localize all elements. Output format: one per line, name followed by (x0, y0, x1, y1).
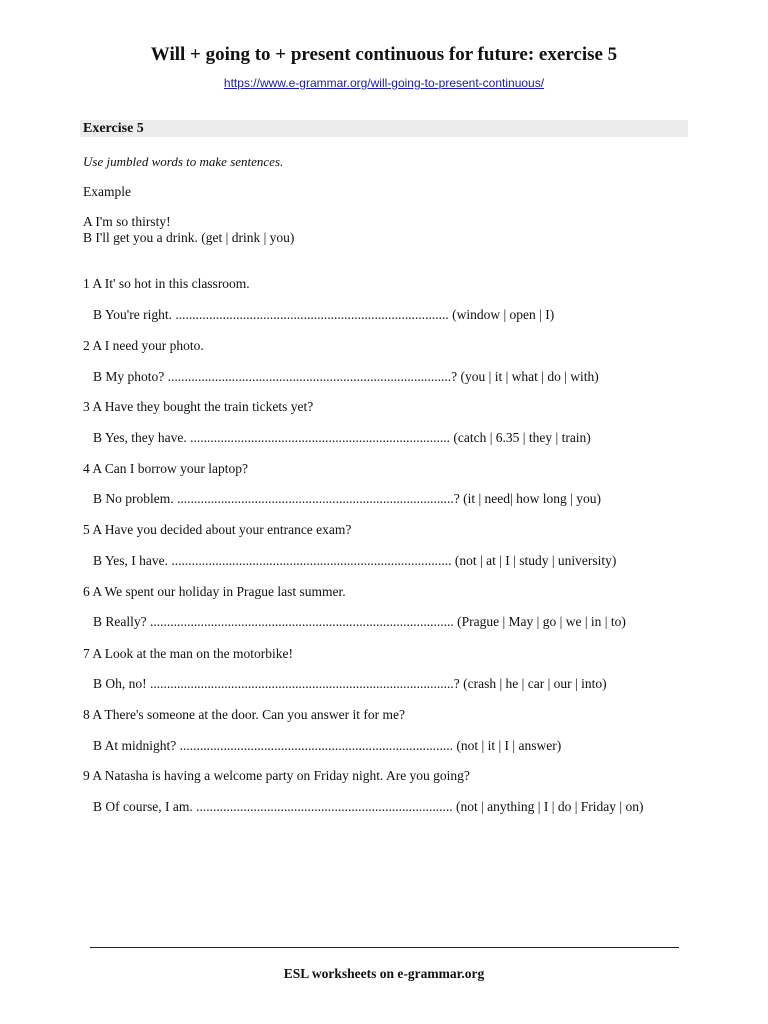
footer-divider (90, 947, 679, 948)
question-a: 6 A We spent our holiday in Prague last summer. (83, 584, 346, 599)
exercise-header: Exercise 5 (80, 120, 688, 137)
source-link[interactable]: https://www.e-grammar.org/will-going-to-present-continuous/ (223, 76, 545, 90)
answer-b: B Really? .......................................................................................... (Prague | May | go | we | in | to) (93, 614, 626, 629)
answer-b: B Oh, no! ..........................................................................................? (crash | he | car | our | into) (93, 676, 607, 691)
page-title: Will + going to + present continuous for future: exercise 5 (150, 44, 618, 65)
question-a: 5 A Have you decided about your entrance exam? (83, 522, 352, 537)
answer-b: B My photo? ....................................................................................? (you | it | what | do | with) (93, 369, 599, 384)
example-line-b: B I'll get you a drink. (get | drink | you) (83, 230, 295, 245)
question-a: 8 A There's someone at the door. Can you answer it for me? (83, 707, 405, 722)
question-a: 2 A I need your photo. (83, 338, 204, 353)
answer-b: B You're right. ................................................................................. (window | open | I) (93, 307, 555, 322)
answer-b: B Of course, I am. ............................................................................ (not | anything | I | do | Friday | on) (93, 799, 644, 814)
question-a: 7 A Look at the man on the motorbike! (83, 646, 293, 661)
example-label: Example (83, 184, 131, 199)
answer-b: B Yes, I have. ................................................................................... (not | at | I | study | university) (93, 553, 617, 568)
answer-b: B At midnight? ................................................................................. (not | it | I | answer) (93, 738, 562, 753)
question-a: 4 A Can I borrow your laptop? (83, 461, 248, 476)
footer-text: ESL worksheets on e-grammar.org (283, 966, 485, 981)
answer-b: B Yes, they have. ............................................................................. (catch | 6.35 | they | train) (93, 430, 591, 445)
question-a: 3 A Have they bought the train tickets yet? (83, 399, 314, 414)
answer-b: B No problem. ..................................................................................? (it | need| how long | you) (93, 491, 601, 506)
question-a: 1 A It' so hot in this classroom. (83, 276, 250, 291)
example-line-a: A I'm so thirsty! (83, 214, 171, 229)
question-a: 9 A Natasha is having a welcome party on Friday night. Are you going? (83, 768, 470, 783)
instruction: Use jumbled words to make sentences. (83, 154, 284, 169)
